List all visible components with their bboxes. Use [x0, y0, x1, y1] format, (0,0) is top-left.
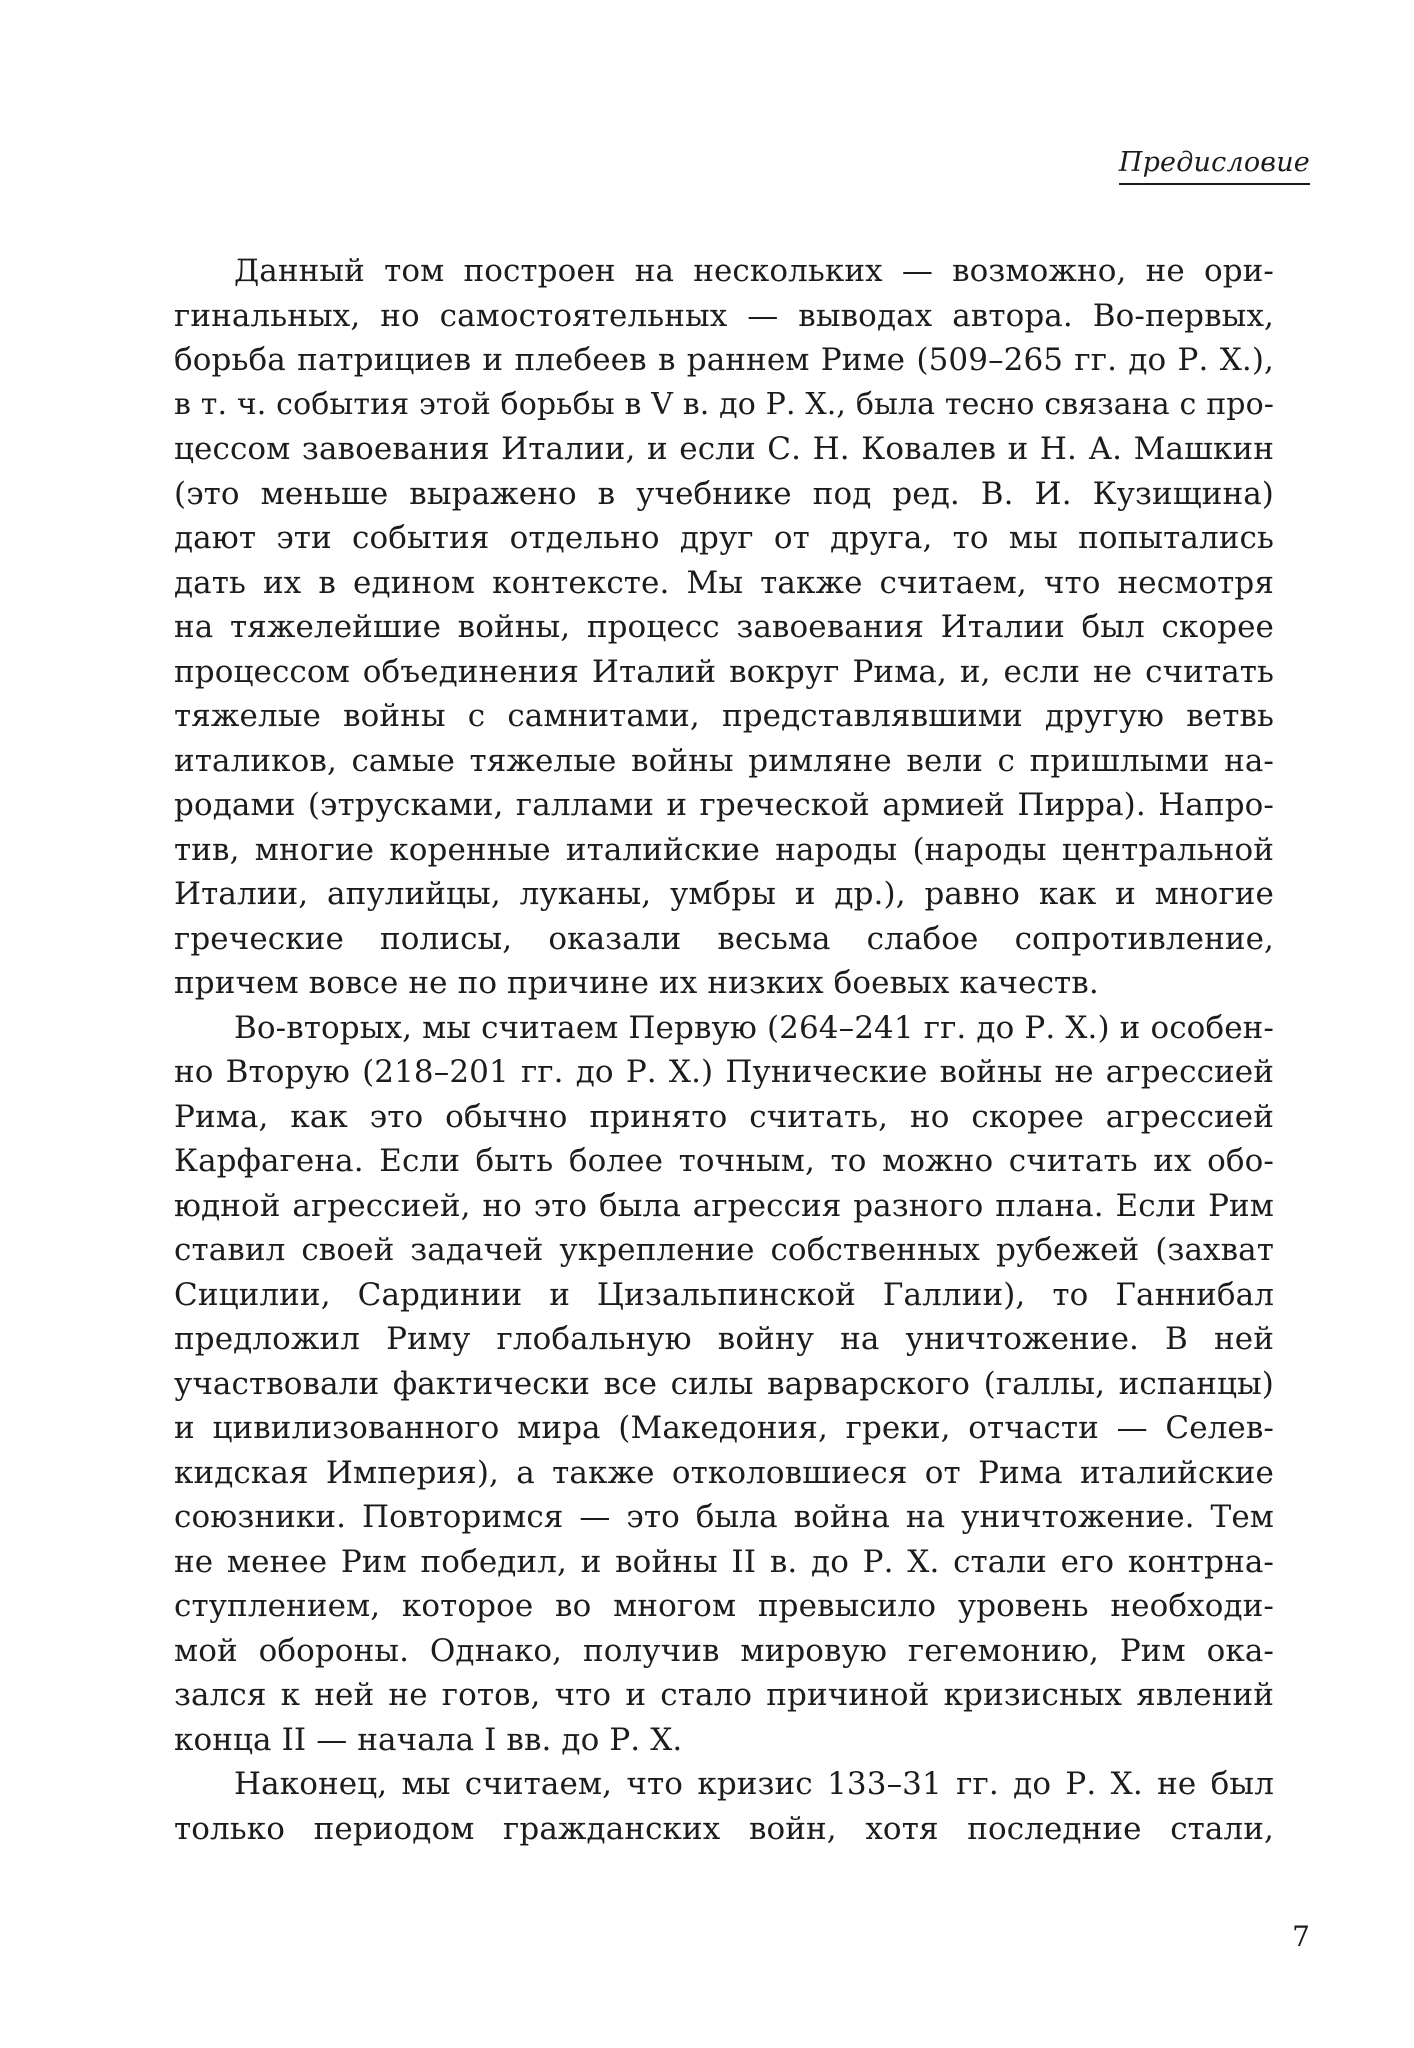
text-line: причем вовсе не по причине их низких боевых качеств.: [174, 965, 1099, 1001]
text-line: дают эти события отдельно друг от друга, то мы попытались: [174, 520, 1274, 556]
text-line: предложил Риму глобальную войну на уничтожение. В ней: [174, 1321, 1274, 1357]
text-line: в т. ч. события этой борьбы в V в. до Р. Х., была тесно связана с про-: [174, 386, 1274, 422]
text-line: Италии, апулийцы, луканы, умбры и др.), равно как и многие: [174, 876, 1274, 912]
text-line: мой обороны. Однако, получив мировую гегемонию, Рим ока-: [174, 1632, 1274, 1669]
text-line: тив, многие коренные италийские народы (народы центральной: [174, 831, 1274, 868]
text-line: только периодом гражданских войн, хотя последние стали,: [174, 1810, 1274, 1847]
text-line: Карфагена. Если быть более точным, то можно считать их обо-: [174, 1143, 1274, 1179]
text-line: дать их в едином контексте. Мы также считаем, что несмотря: [174, 564, 1274, 601]
text-line: ступлением, которое во многом превысило уровень необходи-: [174, 1588, 1274, 1624]
text-line: гинальных, но самостоятельных — выводах автора. Во-первых,: [174, 297, 1274, 334]
text-line: участвовали фактически все силы варварского (галлы, испанцы): [174, 1365, 1274, 1402]
text-line: (это меньше выражено в учебнике под ред. В. И. Кузищина): [174, 475, 1274, 512]
text-line: греческие полисы, оказали весьма слабое сопротивление,: [174, 920, 1274, 957]
text-line: Данный том построен на нескольких — возможно, не ори-: [234, 253, 1274, 289]
text-line: зался к ней не готов, что и стало причиной кризисных явлений: [174, 1677, 1274, 1713]
text-line: юдной агрессией, но это была агрессия разного плана. Если Рим: [174, 1187, 1274, 1224]
text-line: италиков, самые тяжелые войны римляне вели с пришлыми на-: [174, 742, 1274, 779]
text-line: Наконец, мы считаем, что кризис 133–31 гг. до Р. Х. не был: [234, 1766, 1274, 1802]
text-line: конца II — начала I вв. до Р. Х.: [174, 1721, 683, 1758]
text-line: на тяжелейшие войны, процесс завоевания Италии был скорее: [174, 609, 1274, 645]
text-line: Рима, как это обычно принято считать, но скорее агрессией: [174, 1098, 1274, 1135]
running-head: Предисловие: [1119, 146, 1310, 185]
text-line: борьба патрициев и плебеев в раннем Риме (509–265 гг. до Р. Х.),: [174, 342, 1274, 378]
text-line: процессом объединения Италий вокруг Рима, и, если не считать: [174, 653, 1274, 690]
text-line: ставил своей задачей укрепление собственных рубежей (захват: [174, 1232, 1274, 1268]
text-line: и цивилизованного мира (Македония, греки, отчасти — Селев-: [174, 1410, 1274, 1446]
text-line: Во-вторых, мы считаем Первую (264–241 гг. до Р. Х.) и особен-: [234, 1009, 1274, 1046]
text-line: родами (этрусками, галлами и греческой армией Пирра). Напро-: [174, 787, 1274, 823]
text-line: цессом завоевания Италии, и если С. Н. Ковалев и Н. А. Машкин: [174, 431, 1274, 467]
text-line: союзники. Повторимся — это была война на уничтожение. Тем: [174, 1499, 1274, 1535]
text-line: Сицилии, Сардинии и Цизальпинской Галлии), то Ганнибал: [174, 1276, 1274, 1313]
text-line: кидская Империя), а также отколовшиеся от Рима италийские: [174, 1454, 1274, 1491]
text-line: не менее Рим победил, и войны II в. до Р. Х. стали его контрна-: [174, 1543, 1274, 1580]
text-line: но Вторую (218–201 гг. до Р. Х.) Пунические войны не агрессией: [174, 1054, 1274, 1090]
text-line: тяжелые войны с самнитами, представлявшими другую ветвь: [174, 698, 1274, 734]
page-number: 7: [1292, 1920, 1310, 1953]
body-text: [174, 249, 1274, 1851]
